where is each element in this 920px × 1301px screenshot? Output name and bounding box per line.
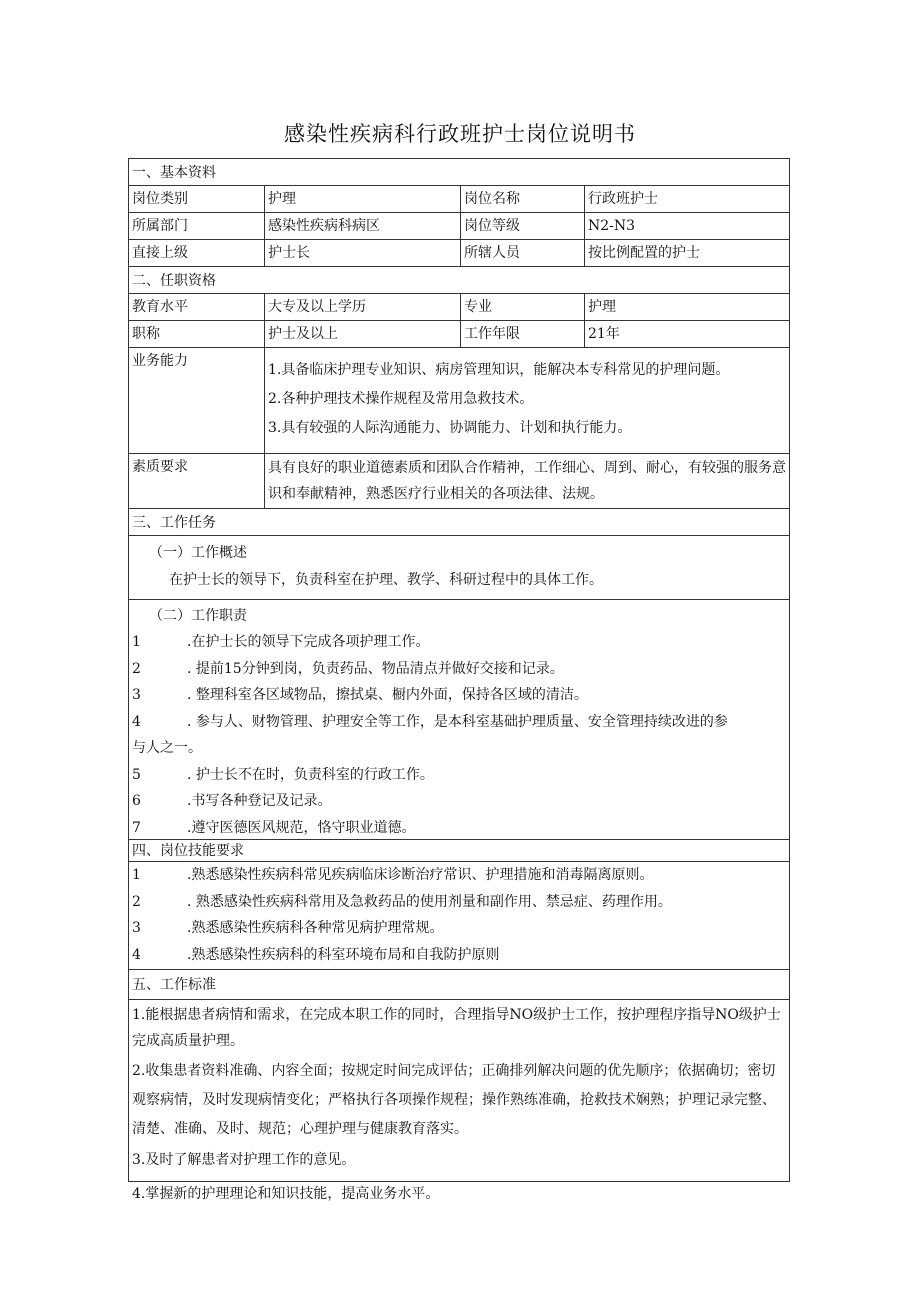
table-row bbox=[129, 321, 789, 348]
quality-row bbox=[129, 454, 789, 509]
overview-block bbox=[129, 536, 789, 600]
section-skills: 四、岗位技能要求 bbox=[129, 840, 789, 862]
section-standards: 五、工作标准 bbox=[129, 970, 789, 1000]
section-tasks: 三、工作任务 bbox=[129, 509, 789, 536]
list-item bbox=[129, 709, 789, 736]
item-number: 1 bbox=[132, 867, 141, 883]
quality-content: 具有良好的职业道德素质和团队合作精神，工作细心、周到、耐心，有较强的服务意识和奉献精神，熟悉医疗行业相关的各项法律、法规。 bbox=[268, 460, 786, 502]
item-text: .熟悉感染性疾病科常见疾病临床诊断治疗常识、护理措施和消毒隔离原则。 bbox=[187, 867, 654, 883]
item-text: .遵守医德医风规范，恪守职业道德。 bbox=[187, 819, 416, 836]
label-cell: 职称 bbox=[129, 321, 265, 347]
overview-text: 在护士长的领导下，负责科室在护理、教学、科研过程中的具体工作。 bbox=[169, 572, 603, 588]
item-text: . 熟悉感染性疾病科常用及急救药品的使用剂量和副作用、禁忌症、药理作用。 bbox=[187, 893, 672, 910]
label-cell: 岗位类别 bbox=[129, 186, 265, 212]
table-row bbox=[129, 240, 789, 267]
ability-item: 1.具备临床护理专业知识、病房管理知识，能解决本专科常见的护理问题。 bbox=[268, 362, 730, 378]
standard-item: 4.掌握新的护理理论和知识技能，提高业务水平。 bbox=[132, 1186, 440, 1202]
quality-label: 素质要求 bbox=[129, 454, 265, 508]
list-item bbox=[129, 915, 789, 942]
value-cell: 护士长 bbox=[265, 240, 461, 266]
value-cell: 护士及以上 bbox=[265, 321, 461, 347]
label-cell: 专业 bbox=[461, 294, 585, 320]
value-cell: 大专及以上学历 bbox=[265, 294, 461, 320]
label-cell: 教育水平 bbox=[129, 294, 265, 320]
job-description-table bbox=[128, 158, 790, 1202]
duties-block bbox=[129, 600, 789, 840]
section-qualifications: 二、任职资格 bbox=[129, 267, 789, 294]
item-text: .熟悉感染性疾病科各种常见病护理常规。 bbox=[187, 920, 444, 936]
item-number: 4 bbox=[132, 713, 141, 730]
label-cell: 所属部门 bbox=[129, 213, 265, 239]
list-item bbox=[129, 889, 789, 916]
standard-item: 3.及时了解患者对护理工作的意见。 bbox=[132, 1152, 356, 1168]
item-number: 7 bbox=[132, 819, 141, 836]
list-item bbox=[129, 629, 789, 656]
list-item bbox=[129, 682, 789, 709]
duties-title: （二）工作职责 bbox=[149, 608, 247, 624]
item-number: 3 bbox=[132, 920, 141, 936]
label-cell: 直接上级 bbox=[129, 240, 265, 266]
list-item bbox=[129, 788, 789, 815]
section-basic-info: 一、基本资料 bbox=[129, 159, 789, 186]
item-number: 1 bbox=[132, 634, 141, 650]
ability-label: 业务能力 bbox=[129, 348, 265, 453]
value-cell: 护理 bbox=[588, 299, 616, 315]
table-row bbox=[129, 213, 789, 240]
standard-item: 1.能根据患者病情和需求，在完成本职工作的同时，合理指导NO级护士工作，按护理程序指导NO级护士完成高质量护理。 bbox=[132, 1007, 781, 1049]
list-item bbox=[129, 735, 789, 762]
item-number: 5 bbox=[132, 766, 141, 783]
item-text: . 提前15分钟到岗，负责药品、物品清点并做好交接和记录。 bbox=[187, 660, 564, 677]
value-cell: 护理 bbox=[265, 186, 461, 212]
label-cell: 工作年限 bbox=[461, 321, 585, 347]
value-cell: 21年 bbox=[588, 326, 620, 342]
ability-content bbox=[265, 348, 789, 453]
item-text: .在护士长的领导下完成各项护理工作。 bbox=[187, 634, 430, 650]
item-number: 2 bbox=[132, 660, 141, 677]
item-text: . 参与人、财物管理、护理安全等工作，是本科室基础护理质量、安全管理持续改进的参 bbox=[187, 713, 728, 730]
label-cell: 所辖人员 bbox=[461, 240, 585, 266]
list-item bbox=[129, 762, 789, 789]
label-cell: 岗位等级 bbox=[461, 213, 585, 239]
list-item bbox=[129, 862, 789, 889]
page-title: 感染性疾病科行政班护士岗位说明书 bbox=[284, 122, 636, 146]
item-text: . 整理科室各区域物品，擦拭桌、橱内外面，保持各区域的清洁。 bbox=[187, 687, 588, 703]
item-text: 与人之一。 bbox=[132, 740, 202, 756]
item-text: .书写各种登记及记录。 bbox=[187, 793, 332, 809]
label-cell: 岗位名称 bbox=[461, 186, 585, 212]
ability-row bbox=[129, 348, 789, 454]
list-item bbox=[129, 815, 789, 842]
list-item bbox=[129, 656, 789, 683]
item-number: 3 bbox=[132, 687, 141, 703]
item-text: . 护士长不在时，负责科室的行政工作。 bbox=[187, 766, 434, 783]
table-row bbox=[129, 186, 789, 213]
list-item bbox=[129, 942, 789, 969]
table-row bbox=[129, 294, 789, 321]
item-number: 2 bbox=[132, 893, 141, 910]
standard-item: 2.收集患者资料准确、内容全面；按规定时间完成评估；正确排列解决问题的优先顺序；依据确切；密切观察病情，及时发现病情变化；严格执行各项操作规程；操作熟练准确，抢救技术娴熟；护理记录完整、清楚、准确、及时、规范；心理护理与健康教育落实。 bbox=[132, 1063, 776, 1137]
skills-block bbox=[129, 862, 789, 970]
ability-item: 2.各种护理技术操作规程及常用急救技术。 bbox=[268, 391, 534, 407]
item-text: .熟悉感染性疾病科的科室环境布局和自我防护原则 bbox=[187, 946, 500, 963]
value-cell: N2-N3 bbox=[588, 218, 636, 234]
value-cell: 行政班护士 bbox=[588, 191, 658, 207]
item-number: 6 bbox=[132, 793, 141, 809]
ability-item: 3.具有较强的人际沟通能力、协调能力、计划和执行能力。 bbox=[268, 420, 632, 436]
item-number: 4 bbox=[132, 946, 141, 963]
overview-title: （一）工作概述 bbox=[149, 545, 247, 561]
value-cell: 按比例配置的护士 bbox=[588, 245, 700, 261]
standards-block bbox=[129, 1000, 789, 1208]
value-cell: 感染性疾病科病区 bbox=[265, 213, 461, 239]
